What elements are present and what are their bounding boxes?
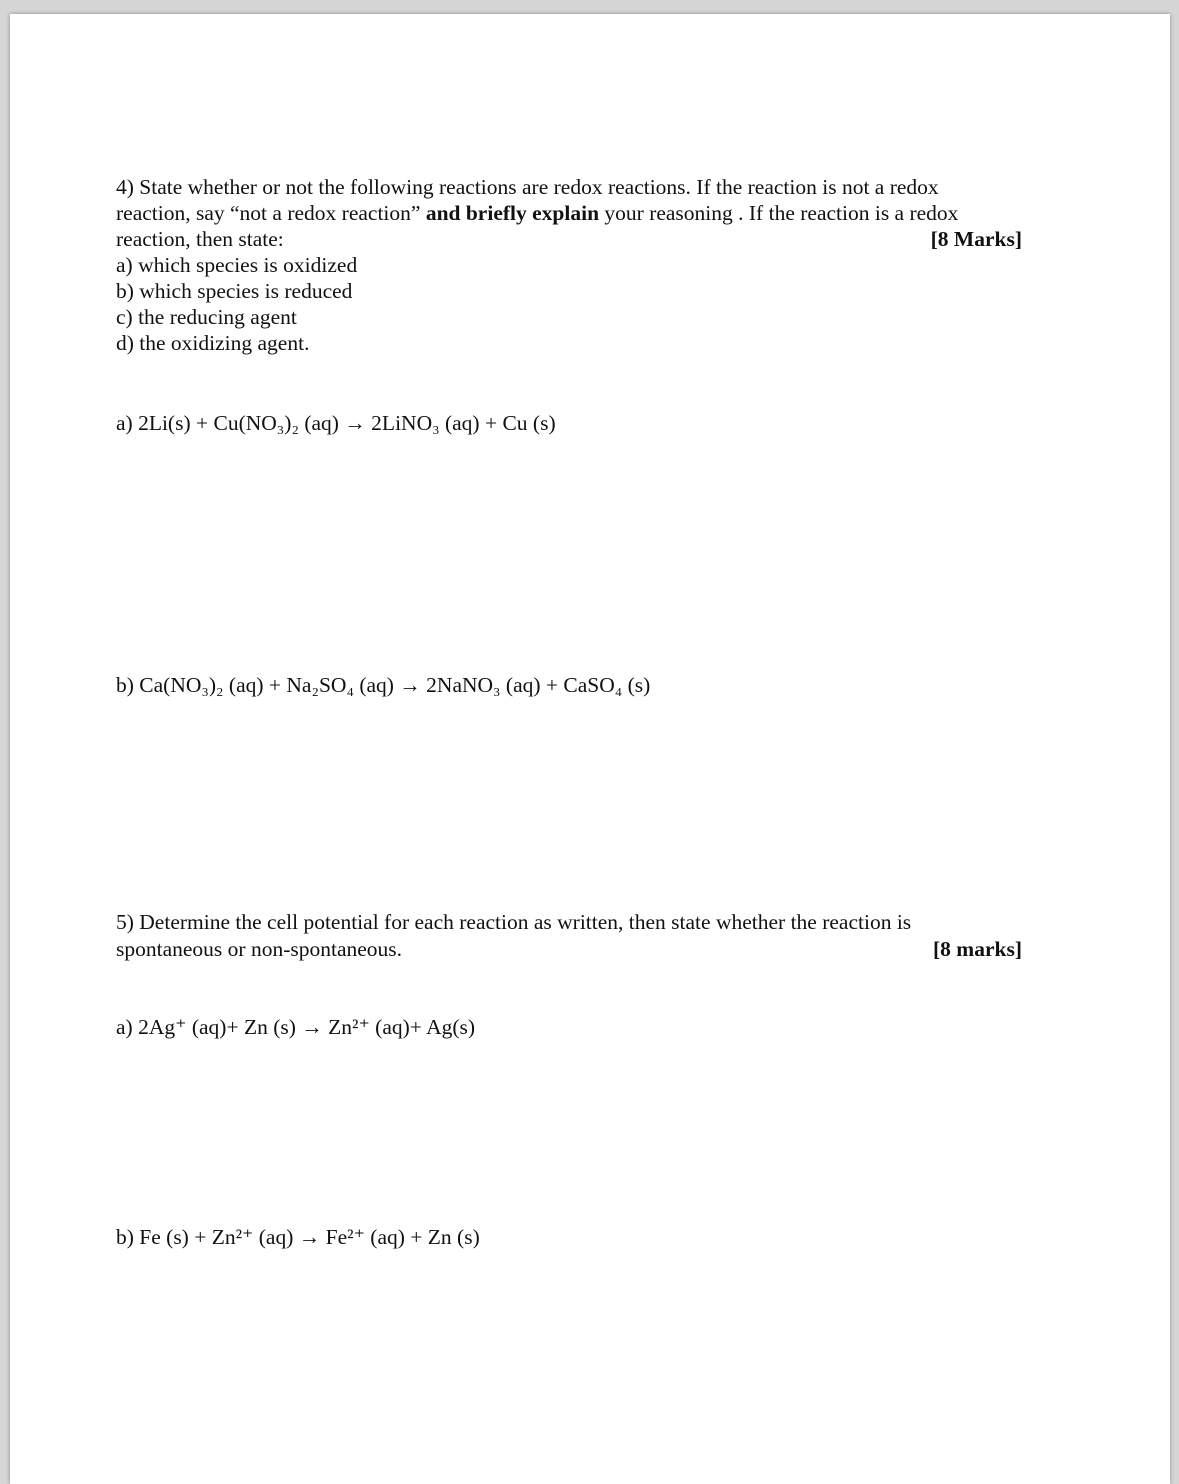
- q5-reaction-a: a) 2Ag⁺ (aq)+ Zn (s) → Zn²⁺ (aq)+ Ag(s): [116, 1015, 476, 1039]
- q5-reaction-b: b) Fe (s) + Zn²⁺ (aq) → Fe²⁺ (aq) + Zn (s): [116, 1225, 480, 1249]
- question-4: [116, 174, 1022, 356]
- q4-line-3: [116, 226, 1022, 252]
- q4-reaction-a: a) 2Li(s) + Cu(NO₃)₂ (aq) → 2LiNO₃ (aq) + Cu (s): [116, 411, 556, 435]
- q4-line-2: [116, 200, 1022, 226]
- q4-line-3-text: reaction, then state:: [116, 227, 284, 251]
- document-page: [10, 14, 1170, 1484]
- q4-marks: [8 Marks]: [930, 227, 1022, 251]
- q4-item-d: d) the oxidizing agent.: [116, 331, 310, 355]
- q4-line-2-post: your reasoning . If the reaction is a redox: [599, 201, 959, 225]
- q4-emphasis: and briefly explain: [425, 201, 600, 225]
- q4-item-a: a) which species is oxidized: [116, 253, 358, 277]
- q5-line-2-text: spontaneous or non-spontaneous.: [116, 937, 403, 961]
- q4-line-1: 4) State whether or not the following reactions are redox reactions. If the reaction is not a redox: [116, 175, 939, 199]
- question-5: [116, 909, 1022, 963]
- q4-reaction-b: b) Ca(NO₃)₂ (aq) + Na₂SO₄ (aq) → 2NaNO₃ (aq) + CaSO₄ (s): [116, 673, 651, 697]
- q5-line-1: 5) Determine the cell potential for each reaction as written, then state whether the reaction is: [116, 910, 912, 934]
- q5-line-2: [116, 936, 1022, 963]
- q5-marks: [8 marks]: [933, 937, 1022, 961]
- q4-line-2-pre: reaction, say “not a redox reaction”: [116, 201, 426, 225]
- q4-item-c: c) the reducing agent: [116, 305, 297, 329]
- q4-item-b: b) which species is reduced: [116, 279, 353, 303]
